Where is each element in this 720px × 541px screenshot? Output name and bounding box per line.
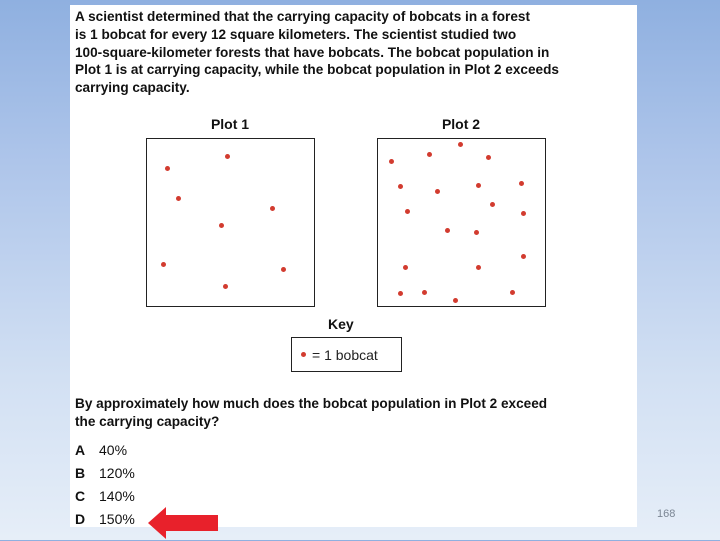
- answer-text: 140%: [99, 488, 135, 504]
- answer-letter: D: [75, 511, 86, 527]
- plot-2-box: [377, 138, 546, 307]
- bobcat-dot: [486, 155, 491, 160]
- bobcat-dot: [403, 265, 408, 270]
- bobcat-dot-icon: [301, 352, 306, 357]
- bobcat-dot: [458, 142, 463, 147]
- plot-1-box: [146, 138, 315, 307]
- question-line: 100-square-kilometer forests that have bobcats. The bobcat population in: [75, 44, 550, 60]
- bobcat-dot: [422, 290, 427, 295]
- answer-letter: B: [75, 465, 86, 481]
- question-line: carrying capacity.: [75, 80, 190, 96]
- answer-text: 150%: [99, 511, 135, 527]
- bobcat-dot: [490, 202, 495, 207]
- bobcat-dot: [445, 228, 450, 233]
- answer-option-a[interactable]: [75, 442, 127, 462]
- answer-text: 40%: [99, 442, 128, 458]
- bobcat-dot: [398, 291, 403, 296]
- bobcat-dot: [176, 196, 181, 201]
- answer-letter: C: [75, 488, 86, 504]
- bobcat-dot: [405, 209, 410, 214]
- answer-option-b[interactable]: [75, 465, 135, 485]
- bobcat-dot: [435, 189, 440, 194]
- bobcat-dot: [510, 290, 515, 295]
- bobcat-dot: [476, 265, 481, 270]
- bobcat-dot: [270, 206, 275, 211]
- question-line: Plot 1 is at carrying capacity, while the bobcat population in Plot 2 exceeds: [75, 62, 559, 78]
- bobcat-dot: [521, 254, 526, 259]
- key-title: Key: [328, 316, 354, 332]
- bobcat-dot: [219, 223, 224, 228]
- bobcat-dot: [521, 211, 526, 216]
- bobcat-dot: [281, 267, 286, 272]
- answer-option-d[interactable]: [75, 511, 135, 531]
- bobcat-dot: [225, 154, 230, 159]
- bobcat-dot: [223, 284, 228, 289]
- bobcat-dot: [161, 262, 166, 267]
- bobcat-dot: [398, 184, 403, 189]
- question-line: A scientist determined that the carrying capacity of bobcats in a forest: [75, 9, 530, 24]
- answer-option-c[interactable]: [75, 488, 135, 508]
- page-number: 168: [657, 508, 676, 520]
- question-line: is 1 bobcat for every 12 square kilometers. The scientist studied two: [75, 26, 517, 42]
- answer-letter: A: [75, 442, 86, 458]
- bobcat-dot: [476, 183, 481, 188]
- question-2-text: [75, 395, 635, 431]
- plot-2-title: Plot 2: [441, 116, 481, 132]
- key-box: [291, 337, 402, 372]
- key-label: = 1 bobcat: [312, 346, 378, 363]
- bobcat-dot: [519, 181, 524, 186]
- question-2-line: By approximately how much does the bobcat population in Plot 2 exceed: [75, 396, 548, 411]
- answer-text: 120%: [99, 465, 135, 481]
- bobcat-dot: [165, 166, 170, 171]
- bobcat-dot: [389, 159, 394, 164]
- worksheet-page: [70, 5, 637, 527]
- plot-1-title: Plot 1: [210, 116, 250, 132]
- question-text: [75, 8, 635, 97]
- question-2-line: the carrying capacity?: [75, 413, 220, 429]
- bobcat-dot: [453, 298, 458, 303]
- bobcat-dot: [474, 230, 479, 235]
- left-arrow-icon: [146, 505, 218, 541]
- bobcat-dot: [427, 152, 432, 157]
